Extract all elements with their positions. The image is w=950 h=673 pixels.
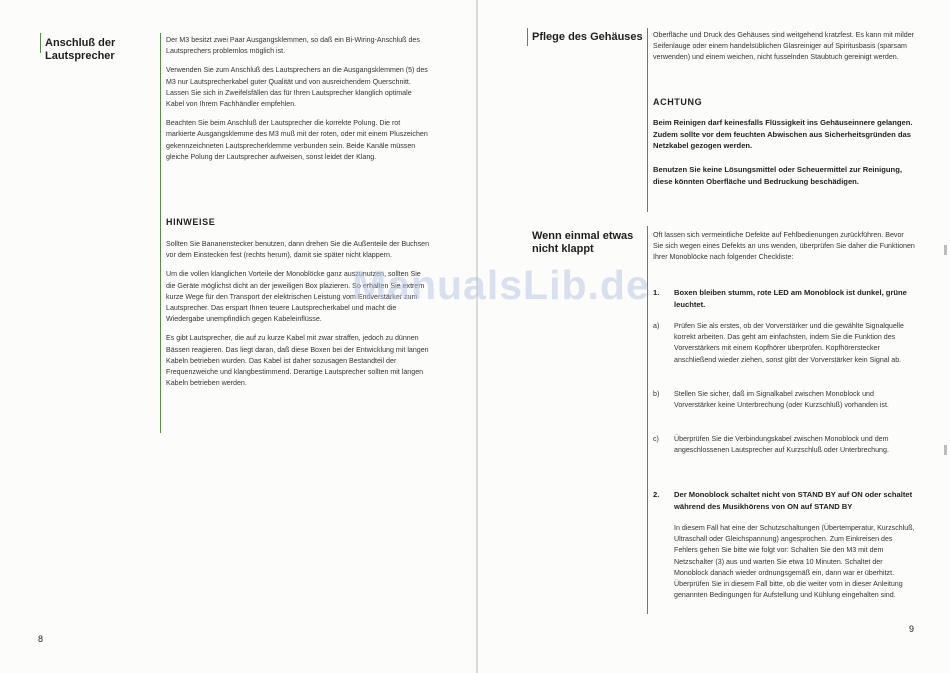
page-edge-mark-bottom [944, 445, 947, 455]
left-body [166, 35, 430, 171]
checklist-text-2: Der Monoblock schaltet nicht von STAND BY auf ON oder schaltet während des Musikhörens von ON auf STAND BY [674, 490, 913, 511]
section-title-troubleshooting: Wenn einmal etwas nicht klappt [532, 230, 634, 256]
paragraph-bi-wiring: Der M3 besitzt zwei Paar Ausgangsklemmen, so daß ein Bi-Wiring-Anschluß des Lautsprechers problemlos möglich ist. [166, 36, 420, 56]
right-column-rule-top [647, 28, 648, 212]
care-text: Oberfläche und Druck des Gehäuses sind weitgehend kratzfest. Es kann mit milder Seifenlauge oder einem handelsüblichen Glasreiniger auf Spiritusbasis (sparsam verwenden) und einem weichen, nicht fusselnden Staubtuch gereinigt werden. [653, 31, 915, 62]
paragraph-short-cables: Um die vollen klanglichen Vorteile der Monoblöcke ganz auszunutzen, sollten Sie die Geräte möglichst dicht an der jeweiligen Box plazieren. So erhalten Sie extrem kurze Wege für den Transport der elektrischen Leistung vom Endverstärker zum Lautsprecher. Das erspart Ihnen teuere Lautsprecherkabel und macht die Wiedergabe unempfindlich gegen Kabeleinflüsse. [166, 270, 425, 324]
standby-explanation: In diesem Fall hat eine der Schutzschaltungen (Übertemperatur, Kurzschluß, Ultraschall oder Gleichspannung) angesprochen. Zum Einkreisen des Fehlers gehen Sie bitte wie folgt vor: Schalten Sie den M3 mit dem Netzschalter (3) aus und warten Sie etwa 10 Minuten. Schaltet der Monoblock danach wieder ordnungsgemäß ein, dann war er überhitzt. Überprüfen Sie in diesem Fall bitte, ob die weiter vorn in dieser Anleitung genannten Bedingungen für Aufstellung und Kühlung eingehalten sind. [674, 524, 915, 600]
checklist-marker-1: 1. [653, 288, 660, 297]
warning-liquid: Beim Reinigen darf keinesfalls Flüssigkeit ins Gehäuseinnere gelangen. Zudem sollte vor dem feuchten Abwischen aus Sicherheitsgründen das Netzkabel gezogen werden. [653, 118, 913, 150]
subitem-marker-b: b) [653, 390, 660, 398]
subitem-text-c: Überprüfen Sie die Verbindungskabel zwischen Monoblock und dem angeschlossenen Lautsprecher auf Kurzschluß oder Unterbrechung. [674, 435, 889, 455]
checklist-text-1: Boxen bleiben stumm, rote LED am Monoblock ist dunkel, grüne leuchtet. [674, 288, 907, 309]
troubleshooting-intro: Oft lassen sich vermeintliche Defekte auf Fehlbedienungen zurückführen. Bevor Sie sich wegen eines Defekts an uns wenden, überprüfen Sie daher die Funktionen Ihrer Monoblöcke nach folgender Checkliste: [653, 231, 915, 262]
section-title-speaker-connection: Anschluß der Lautsprecher [45, 37, 116, 63]
subitem-marker-a: a) [653, 322, 660, 330]
right-title-rule [527, 28, 528, 46]
subitem-text-a: Prüfen Sie als erstes, ob der Vorverstärker und die gewählte Signalquelle korrekt arbeiten. Das geht am einfachsten, indem Sie die Funktion des Vorverstärkers mit einem Kopfhörer überprüfen. Kopfhörerstecker anschließend wieder ziehen, sonst gibt der Vorverstärker kein Signal ab. [674, 322, 904, 364]
right-page [478, 0, 950, 673]
checklist-subitem-b [653, 389, 915, 411]
page-number-right: 9 [909, 624, 915, 634]
checklist-item-1 [653, 287, 915, 310]
watermark: ManualsLib.de [352, 262, 650, 308]
subitem-marker-c: c) [653, 435, 659, 443]
checklist-item-2 [653, 489, 915, 512]
page-edge-mark-top [944, 245, 947, 255]
section-title-housing-care: Pflege des Gehäuses [532, 31, 643, 43]
subitem-text-b: Stellen Sie sicher, daß im Signalkabel zwischen Monoblock und Vorverstärker keine Unterbrechung (oder Kurzschluß) vorhanden ist. [674, 390, 889, 410]
paragraph-banana-plugs: Sollten Sie Bananenstecker benutzen, dann drehen Sie die Außenteile der Buchsen vor dem Einstecken fest (rechts herum), damit sie später nicht klappern. [166, 240, 430, 260]
achtung-heading: ACHTUNG [653, 97, 703, 107]
warning-solvents: Benutzen Sie keine Lösungsmittel oder Scheuermittel zur Reinigung, diese könnten Oberfläche und Bedruckung beschädigen. [653, 165, 902, 186]
paragraph-cable-quality: Verwenden Sie zum Anschluß des Lautsprechers an die Ausgangsklemmen (5) des M3 nur Lautsprecherkabel guter Qualität und von ausreichendem Querschnitt. Lassen Sie sich in Zweifelsfällen das für Ihren Lautsprecher klanglich optimale Kabel von Ihrem Fachhändler empfehlen. [166, 66, 428, 109]
hinweise-heading: HINWEISE [166, 217, 216, 227]
checklist-marker-2: 2. [653, 490, 660, 499]
checklist-subitem-c [653, 434, 915, 456]
paragraph-polarity: Beachten Sie beim Anschluß der Lautsprecher die korrekte Polung. Die rot markierte Ausgangsklemme des M3 muß mit der roten, oder mit einem Pluszeichen gekennzeichneten Lautsprecherklemme verbunden sein. Beide Kanäle müssen gleiche Polung der Lautsprecher aufweisen, sonst leidet der Klang. [166, 119, 428, 161]
left-column-rule [160, 33, 161, 433]
page-number-left: 8 [38, 634, 44, 644]
left-title-rule [40, 33, 41, 53]
checklist-subitem-a [653, 321, 915, 366]
paragraph-long-cables: Es gibt Lautsprecher, die auf zu kurze Kabel mit zwar straffen, jedoch zu dünnen Bässen reagieren. Das liegt daran, daß diese Boxen bei der Entwicklung mit langen Kabeln betrieben wurden. Das Kabel ist daher sozusagen Bestandteil der Frequenzweiche und klangbestimmend. Derartige Lautsprecher sollten mit langen Kabeln betrieben werden. [166, 334, 429, 388]
